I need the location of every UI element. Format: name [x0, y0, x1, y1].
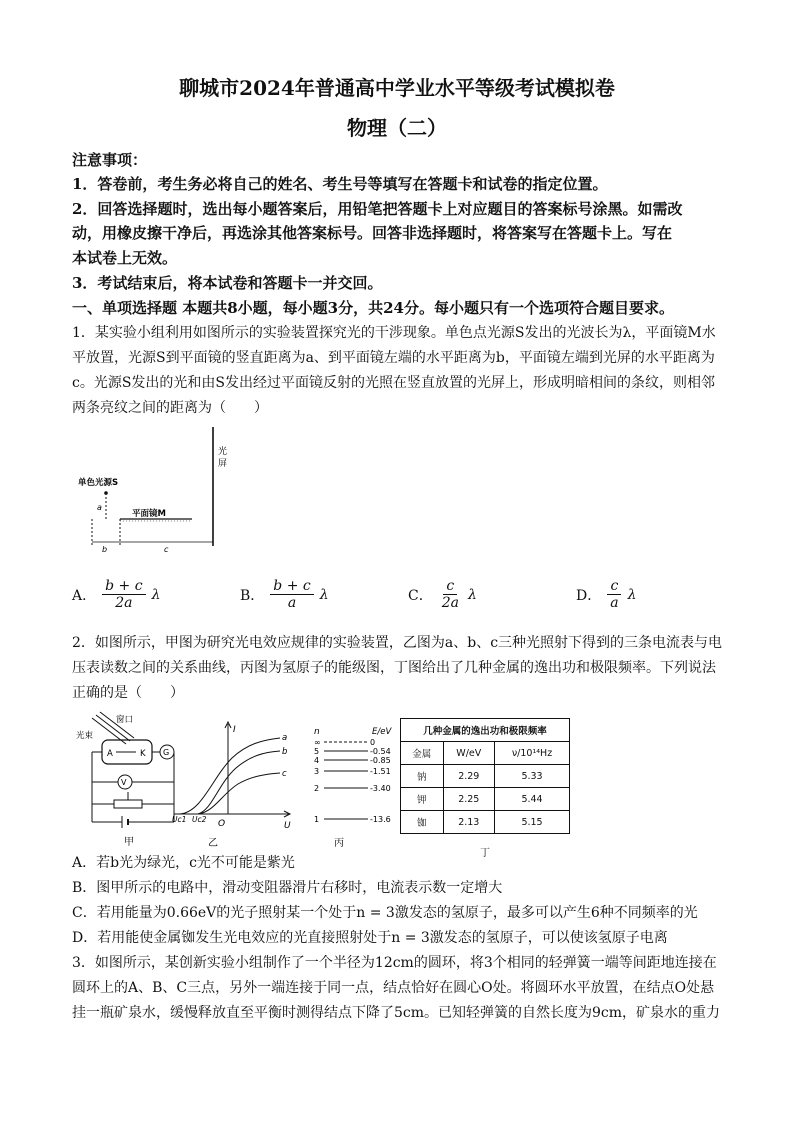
axis-u-label: U [284, 821, 291, 831]
caption-ding: 丁 [480, 848, 490, 859]
option-numerator: b + c [102, 578, 145, 595]
q1-option-c[interactable] [408, 578, 477, 611]
axis-i-label: I [233, 725, 236, 735]
level-inf [314, 738, 375, 747]
level-n: 4 [314, 756, 320, 765]
n-axis-label: n [314, 727, 320, 737]
galvanometer-label: G [163, 748, 170, 757]
q2-option-c[interactable]: C．若用能量为0.66eV的光子照射某一个处于n = 3激发态的氢原子，最多可以产生6种不同频率的光 [72, 905, 698, 921]
q1-line-1: 1．某实验小组利用如图所示的实验装置探究光的干涉现象。单色点光源S发出的光波长为λ，平面镜M水 [72, 325, 716, 341]
table-cell: 钠 [401, 765, 444, 788]
q1-option-b[interactable] [240, 578, 329, 611]
electrode-k-label: K [140, 749, 146, 759]
q3-line-2: 圆环上的A、B、C三点，另外一端连接于同一点，结点恰好在圆心O处。将圆环水平放置，在结点O处悬 [72, 980, 715, 996]
uc2-label: Uc2 [192, 815, 207, 824]
option-denominator: 2a [441, 595, 459, 611]
q2-option-b[interactable]: B．图甲所示的电路中，滑动变阻器滑片右移时，电流表示数一定增大 [72, 880, 503, 896]
q2-option-a[interactable]: A．若b光为绿光，c光不可能是紫光 [72, 855, 295, 871]
q1-line-3: c。光源S发出的光和由S发出经过平面镜反射的光照在竖直放置的光屏上，形成明暗相间的条纹，则相邻 [72, 375, 716, 391]
option-denominator: 2a [115, 595, 133, 611]
level-4 [314, 756, 391, 765]
level-energy: 0 [370, 738, 376, 747]
a-label: a [97, 503, 102, 512]
b-label: b [102, 545, 108, 554]
fig-ding-metal-table [400, 718, 570, 859]
table-header: 金属 [401, 742, 444, 765]
section-heading: 一、单项选择题 本题共8小题，每小题3分，共24分。每小题只有一个选项符合题目要求。 [72, 299, 674, 317]
level-energy: -0.85 [370, 756, 391, 765]
table-row [401, 811, 570, 834]
table-cell: 钾 [401, 788, 444, 811]
option-letter: B． [240, 587, 265, 604]
q3-line-1: 3．如图所示，某创新实验小组制作了一个半径为12cm的圆环，将3个相同的轻弹簧一端等间距地连接在 [72, 955, 717, 971]
screen-label-1: 光 [218, 447, 228, 457]
option-denominator: a [610, 595, 619, 611]
mirror-label: 平面镜M [132, 509, 166, 519]
level-energy: -13.6 [370, 815, 391, 824]
caption-bing: 丙 [334, 838, 344, 849]
option-letter: D． [576, 587, 602, 604]
table-cell: 5.15 [495, 811, 570, 834]
table-cell: 铷 [401, 811, 444, 834]
level-n: 5 [314, 747, 320, 756]
voltmeter-label: V [121, 778, 127, 787]
notice-heading: 注意事项： [72, 151, 148, 169]
caption-yi: 乙 [208, 838, 218, 849]
origin-label: O [218, 819, 226, 829]
table-title: 几种金属的逸出功和极限频率 [401, 719, 570, 742]
notice-item-2: 2．回答选择题时，选出每小题答案后，用铅笔把答题卡上对应题目的答案标号涂黑。如需改 [72, 200, 683, 218]
level-n: 3 [314, 767, 320, 776]
table-cell: 2.25 [443, 788, 495, 811]
table-header: ν/10¹⁴Hz [495, 742, 570, 765]
notice-item-3: 3．考试结束后，将本试卷和答题卡一并交回。 [72, 274, 383, 292]
q1-option-d[interactable] [576, 578, 636, 611]
electrode-a-label: A [107, 749, 113, 759]
option-numerator: c [443, 578, 457, 595]
level-2 [314, 784, 391, 793]
q1-option-a[interactable] [72, 578, 160, 611]
exam-subtitle: 物理（二） [347, 116, 447, 140]
level-3 [314, 767, 391, 776]
c-label: c [164, 545, 169, 554]
option-numerator: c [607, 578, 621, 595]
level-n: ∞ [314, 738, 321, 747]
option-denominator: a [287, 595, 297, 611]
option-letter: C． [408, 587, 433, 604]
q2-line-2: 压表读数之间的关系曲线，丙图为氢原子的能级图，丁图给出了几种金属的逸出功和极限频率。下列说法 [72, 660, 716, 676]
q1-line-2: 平放置，光源S到平面镜的竖直距离为a、到平面镜左端的水平距离为b，平面镜左端到光屏的水平距离为 [72, 350, 715, 366]
q2-option-d[interactable]: D．若用能使金属铷发生光电效应的光直接照射处于n = 3激发态的氢原子，可以使该氢原子电离 [72, 930, 668, 946]
fig-yi-iv-curves [172, 718, 302, 850]
level-energy: -3.40 [370, 784, 391, 793]
lambda-symbol: λ [319, 586, 329, 603]
q2-line-3: 正确的是（ ） [72, 685, 184, 701]
table-row [401, 788, 570, 811]
level-5 [314, 747, 391, 756]
uc1-label: Uc1 [172, 815, 187, 824]
option-numerator: b + c [270, 578, 313, 595]
beam-label: 光束 [76, 731, 94, 741]
metal-work-function-table [400, 718, 570, 834]
curve-a-label: a [282, 733, 288, 743]
notice-item-1: 1．答卷前，考生务必将自己的姓名、考生号等填写在答题卡和试卷的指定位置。 [72, 175, 608, 193]
window-label: 窗口 [116, 715, 134, 725]
lambda-symbol: λ [627, 586, 637, 603]
energy-axis-label: E/eV [372, 727, 392, 737]
q1-interference-figure [72, 425, 232, 560]
level-1 [314, 815, 391, 824]
table-cell: 5.44 [495, 788, 570, 811]
q3-line-3: 挂一瓶矿泉水，缓慢释放直至平衡时测得结点下降了5cm。已知轻弹簧的自然长度为9cm，矿泉水的重力 [72, 1005, 721, 1021]
table-row [401, 765, 570, 788]
lambda-symbol: λ [467, 586, 477, 603]
exam-title: 聊城市2024年普通高中学业水平等级考试模拟卷 [179, 76, 615, 100]
notice-item-2-end: 本试卷上无效。 [72, 249, 178, 267]
level-n: 2 [314, 784, 320, 793]
option-letter: A． [72, 587, 97, 604]
fig-bing-energy-levels [310, 718, 402, 850]
screen-label-2: 屏 [218, 459, 228, 469]
notice-item-2-cont: 动，用橡皮擦干净后，再选涂其他答案标号。回答非选择题时，将答案写在答题卡上。写在 [72, 224, 673, 242]
level-energy: -0.54 [370, 747, 391, 756]
source-label: 单色光源S [78, 478, 119, 488]
table-header: W/eV [443, 742, 495, 765]
curve-c-label: c [282, 769, 287, 779]
level-n: 1 [314, 815, 320, 824]
table-cell: 2.13 [443, 811, 495, 834]
table-header-row [401, 742, 570, 765]
fig-jia-photoelectric-apparatus [74, 710, 187, 850]
table-cell: 5.33 [495, 765, 570, 788]
lambda-symbol: λ [151, 586, 161, 603]
table-cell: 2.29 [443, 765, 495, 788]
q2-line-1: 2．如图所示，甲图为研究光电效应规律的实验装置，乙图为a、b、c三种光照射下得到的三条电流表与电 [72, 635, 723, 651]
caption-jia: 甲 [124, 837, 134, 848]
q1-line-4: 两条亮纹之间的距离为（ ） [72, 400, 268, 416]
curve-b-label: b [282, 747, 288, 757]
level-energy: -1.51 [370, 767, 391, 776]
